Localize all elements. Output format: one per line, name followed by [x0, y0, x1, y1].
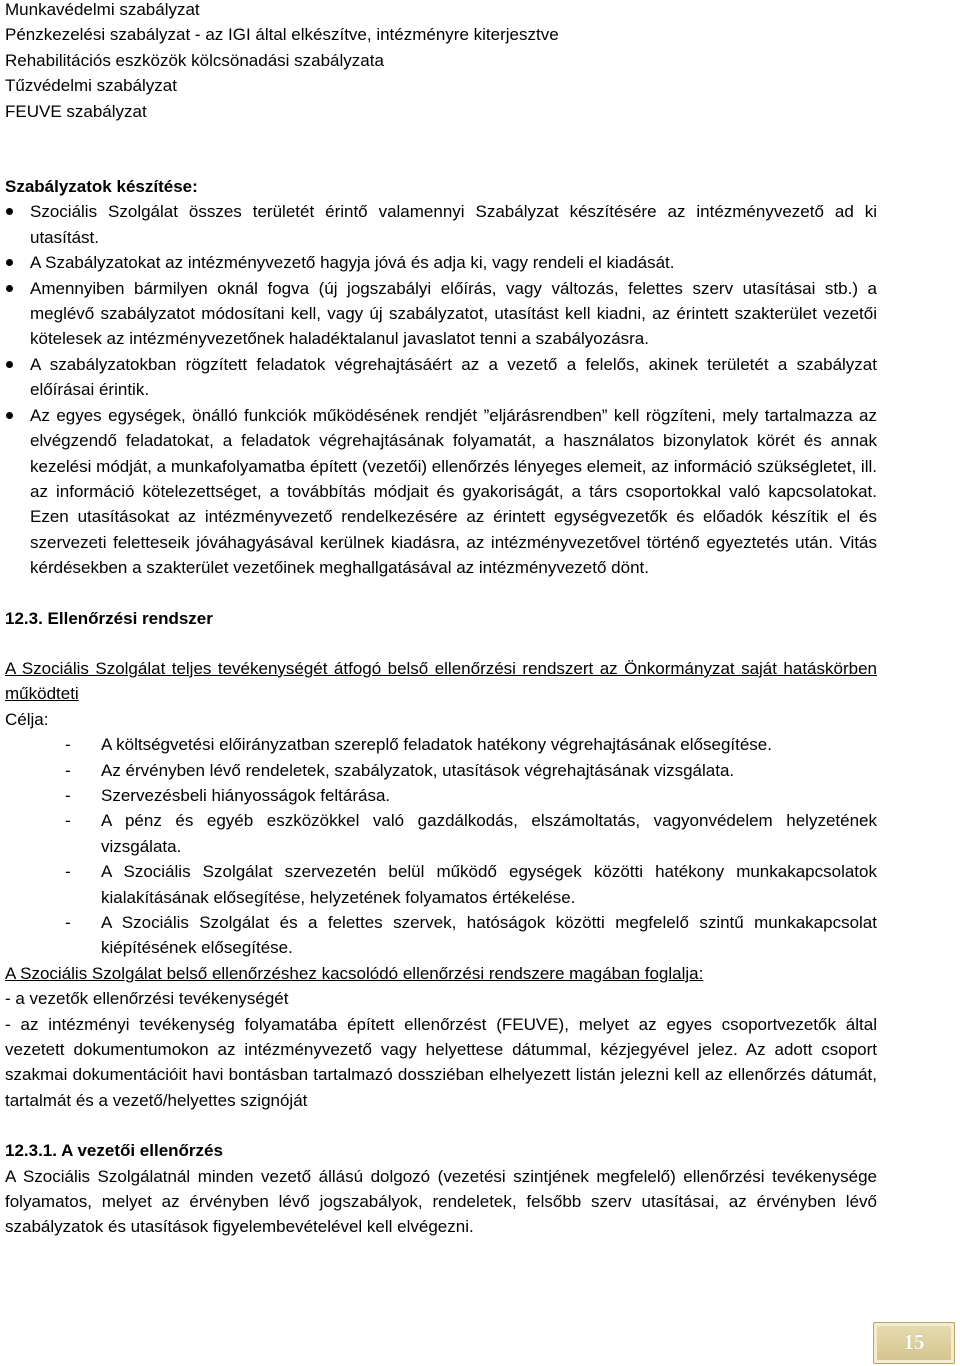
goal-item-4 — [5, 808, 877, 859]
goal-text: Az érvényben lévő rendeletek, szabályzatok, utasítások végrehajtásának vizsgálata. — [101, 760, 735, 780]
rules-bullet-2 — [5, 250, 877, 275]
rules-bullet-3 — [5, 276, 877, 352]
rules-bullet-4 — [5, 352, 877, 403]
internal-item-2: - az intézményi tevékenység folyamatába épített ellenőrzést (FEUVE), melyet az egyes csoportvezetők által vezetett dokumentumokon az intézményvezető vagy helyettese dátummal, kézjegyével jelez. Az adott csoport szakmai dokumentációit havi bontásban tartalmazó dossziéban elhelyezett listán jelezni kell az ellenőrzés dátumát, tartalmát és a vezető/helyettes szignóját — [5, 1014, 877, 1110]
rules-bullet-1 — [5, 199, 877, 250]
spacer — [5, 631, 877, 656]
rules-bullet-text: A szabályzatokban rögzített feladatok végrehajtásáért az a vezető a felelős, akinek területét a szabályzat előírásai érintik. — [30, 354, 877, 400]
control-intro: A Szociális Szolgálat teljes tevékenységét átfogó belső ellenőrzési rendszert az Önkormányzat saját hatáskörben működteti — [5, 658, 877, 704]
spacer — [5, 581, 877, 606]
goal-text: A Szociális Szolgálat szervezetén belül működő egységek közötti hatékony munkakapcsolatok kialakításának elősegítése, helyzetének folyamatos értékelése. — [101, 862, 877, 907]
goal-text: Szervezésbeli hiányosságok feltárása. — [101, 785, 391, 805]
dash-mark: - — [65, 735, 71, 755]
rules-bullet-text: Szociális Szolgálat összes területét érintő valamennyi Szabályzat készítésére az intézményvezető ad ki utasítást. — [30, 202, 877, 247]
rules-bullet-text: Az egyes egységek, önálló funkciók működésének rendjét ”eljárásrendben” kell rögzíteni, mely tartalmazza az elvégzendő feladatokat, a feladatok végrehajtásának folyamatát, a használatos bizonylatok körét és annak kezelési módját, a munkafolyamatba épített (vezetői) ellenőrzés lényeges elemeit, az információ szükségletet, ill. az információ kötelezettséget, a továbbítás módjait és gyakoriságát, a társ csoportokkal való kapcsolatokat. Ezen utasításokat az intézményvezető rendelkezésére az érintett egységvezetők és előadók készítik el és szervezeti feletteseik jóváhagyásával kerülnek kiadásra, az intézményvezetővel történő egyeztetés után. Vitás kérdésekben a szakterület vezetőinek meghallgatásával az intézményvezető dönt. — [30, 405, 877, 578]
page-number-badge — [873, 1322, 955, 1364]
spacer — [5, 124, 877, 174]
dash-mark: - — [65, 760, 71, 780]
bullet-dot-icon — [6, 285, 13, 292]
dash-mark: - — [65, 862, 71, 882]
rules-bullet-text: A Szabályzatokat az intézményvezető hagyja jóvá és adja ki, vagy rendeli el kiadását. — [30, 253, 675, 273]
page-number: 15 — [903, 1330, 925, 1355]
goal-item-6 — [5, 910, 877, 961]
leader-section-text: A Szociális Szolgálatnál minden vezető állású dolgozó (vezetési szintjének megfelelő) ellenőrzési tevékenysége folyamatos, melyet az érvényben lévő jogszabályok, rendeletek, felsőbb szerv utasításai, az érvényben lévő szabályzatok és utasítások figyelembevételével kell elvégezni. — [5, 1166, 877, 1237]
rules-heading: Szabályzatok készítése: — [5, 177, 198, 197]
spacer — [5, 1113, 877, 1138]
bullet-dot-icon — [6, 259, 13, 266]
dash-mark: - — [65, 785, 71, 805]
top-line-2: Pénzkezelési szabályzat - az IGI által elkészítve, intézményre kiterjesztve — [5, 25, 559, 45]
top-line-5: FEUVE szabályzat — [5, 101, 147, 121]
goal-text: A költségvetési előirányzatban szereplő feladatok hatékony végrehajtásának elősegítése. — [101, 735, 772, 755]
goal-item-2 — [5, 758, 877, 783]
dash-mark: - — [65, 913, 71, 932]
top-line-1: Munkavédelmi szabályzat — [5, 0, 200, 19]
document-page — [5, 0, 877, 1240]
bullet-dot-icon — [6, 412, 13, 419]
dash-mark: - — [65, 811, 71, 831]
leader-section-title: 12.3.1. A vezetői ellenőrzés — [5, 1141, 223, 1161]
top-line-3: Rehabilitációs eszközök kölcsönadási szabályzata — [5, 50, 384, 70]
rules-bullet-5 — [5, 403, 877, 581]
internal-control-heading: A Szociális Szolgálat belső ellenőrzéshez kacsolódó ellenőrzési rendszere magában foglalja: — [5, 963, 704, 983]
top-line-4: Tűzvédelmi szabályzat — [5, 76, 177, 96]
goal-item-5 — [5, 859, 877, 910]
rules-bullet-text: Amennyiben bármilyen oknál fogva (új jogszabályi előírás, vagy változás, felettes szerv utasításai stb.) a meglévő szabályzatot módosítani kell, vagy új szabályzatot, utasítást kell kiadni, az érintett szakterület vezetői kötelesek az intézményvezetőnek haladéktalanul javaslatot tenni a szabályozásra. — [30, 278, 877, 349]
internal-item-1: - a vezetők ellenőrzési tevékenységét — [5, 989, 289, 1009]
rules-bullet-list — [5, 199, 877, 580]
bullet-dot-icon — [6, 361, 13, 368]
goal-label: Célja: — [5, 709, 49, 729]
goal-item-1 — [5, 732, 877, 757]
goal-list — [5, 732, 877, 961]
goal-item-3 — [5, 783, 877, 808]
goal-text: A Szociális Szolgálat és a felettes szervek, hatóságok közötti megfelelő szintű munkakapcsolat kiépítésének elősegítése. — [101, 913, 877, 958]
goal-text: A pénz és egyéb eszközökkel való gazdálkodás, elszámoltatás, vagyonvédelem helyzetének vizsgálata. — [101, 811, 877, 856]
bullet-dot-icon — [6, 208, 13, 215]
control-section-title: 12.3. Ellenőrzési rendszer — [5, 608, 213, 628]
